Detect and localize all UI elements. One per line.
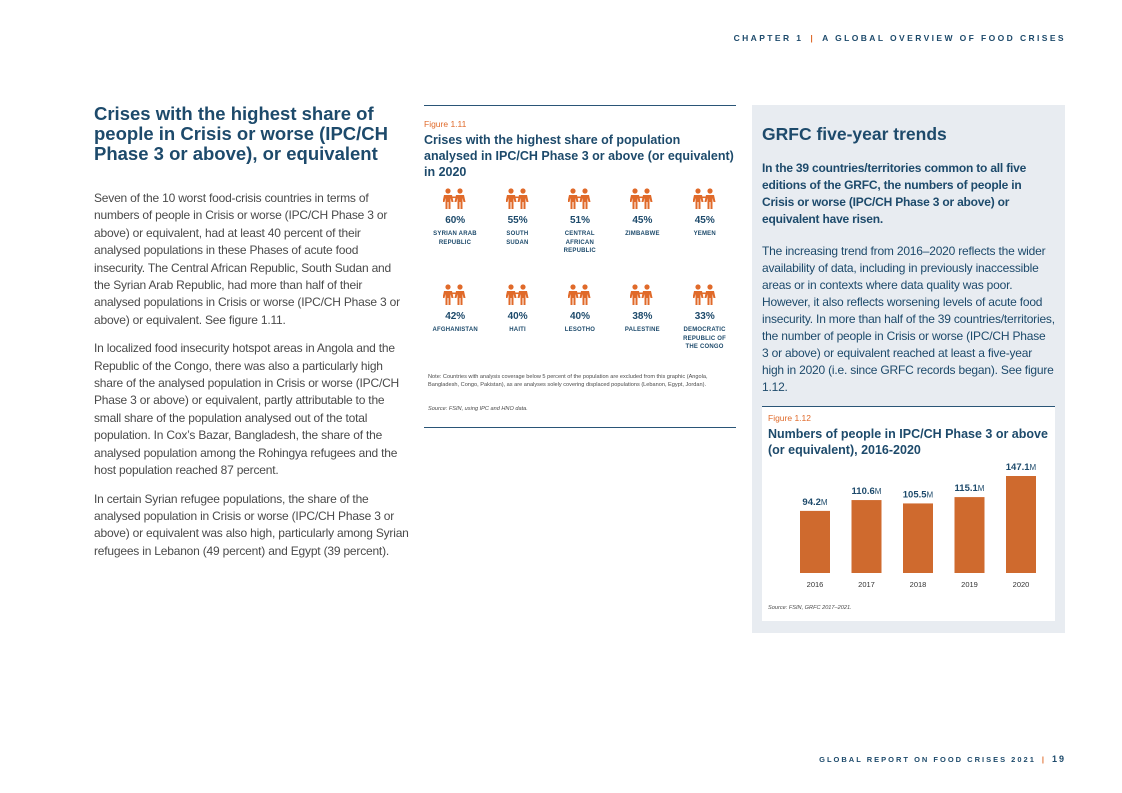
people-icon [443, 284, 467, 306]
people-icon [424, 284, 486, 306]
box-body: The increasing trend from 2016–2020 reflects the wider availability of data, including in previously inaccessible areas or in contexts where data quality was poor. However, it also reflects worsening levels of acute food insecurity. In more than half of the 39 countries/territories, the number of people in Crisis or worse (IPC/CH Phase 3 or above) or equivalent reached at least a five-year high in 2020 (i.e. since GRFC records began). See figure 1.12. [762, 244, 1055, 394]
stat-country: PALESTINE [624, 327, 660, 333]
stat-percent: 60% [445, 215, 466, 226]
stat-country: ZIMBABWE [625, 231, 660, 237]
stat-percent: 51% [569, 215, 590, 226]
paragraph-1: Seven of the 10 worst food-crisis countries in terms of numbers of people in Crisis or worse (IPC/CH Phase 3 or above) or equivalent, had at least 40 percent of their analysed populations in these Phases of acute food insecurity. The Central African Republic, South Sudan and the Syrian Arab Republic, had more than half of their analysed populations in Crisis or worse (IPC/CH Phase 3 or above) or equivalent. See figure 1.11. [94, 191, 400, 327]
stat-row-1 [424, 188, 736, 256]
page-footer [819, 754, 1066, 764]
stat-item [549, 188, 611, 256]
figure-source: Source: FSIN, GRFC 2017–2021. [768, 605, 852, 611]
people-icon [693, 188, 717, 210]
stat-percent: 38% [632, 311, 653, 322]
stat-percent: 40% [569, 311, 590, 322]
x-tick-label: 2020 [1012, 580, 1030, 589]
stat-country: SOUTH SUDAN [506, 231, 529, 246]
bar-2018 [903, 503, 933, 573]
chapter-title: A GLOBAL OVERVIEW OF FOOD CRISES [822, 33, 1066, 43]
people-icon [674, 188, 736, 210]
figure-note: Note: Countries with analysis coverage below 5 percent of the population are excluded from this graphic (Angola, Bangladesh, Congo, Pakistan), as are analyses solely covering displaced populations (Lebanon, Egypt, Jordan). [428, 374, 708, 388]
stat-country: AFGHANISTAN [432, 327, 478, 333]
people-icon [611, 284, 673, 306]
people-icon [506, 188, 530, 210]
stat-item [611, 284, 673, 352]
people-icon [693, 284, 717, 306]
stat-item [486, 188, 548, 256]
stat-item [674, 188, 736, 256]
x-tick-label: 2019 [961, 580, 978, 589]
stat-item [674, 284, 736, 352]
left-column [94, 104, 410, 571]
page-number: 19 [1051, 754, 1066, 764]
people-icon [611, 188, 673, 210]
people-icon [443, 188, 467, 210]
bar-value-label: 115.1M [954, 483, 985, 495]
bar-2020 [1006, 476, 1036, 573]
paragraph-2: In localized food insecurity hotspot areas in Angola and the Republic of the Congo, there was also a particularly high share of the analysed population in Crisis or worse (IPC/CH Phase 3 or above) or equivalent, partly attributable to the small share of the population analysed out of the total population. In Cox’s Bazar, Bangladesh, the share of the analysed population among the Rohingya refugees and the host population reached 87 percent. [94, 341, 400, 478]
people-icon [549, 188, 611, 210]
section-title: Crises with the highest share of people in Crisis or worse (IPC/CH Phase 3 or above), or equivalent [94, 103, 389, 164]
stat-country: CENTRAL AFRICAN REPUBLIC [563, 231, 596, 254]
stat-country: HAITI [509, 327, 526, 333]
stat-percent: 55% [507, 215, 528, 226]
stat-country: LESOTHO [564, 327, 596, 333]
bar-value-label: 105.5M [902, 489, 934, 501]
bar-2019 [955, 497, 985, 573]
people-icon [486, 188, 548, 210]
bar-value-label: 110.6M [851, 486, 882, 498]
page-header [734, 33, 1066, 43]
stat-item [424, 188, 486, 256]
bar-value-label: 147.1M [1005, 462, 1037, 473]
people-icon [674, 284, 736, 306]
stat-item [424, 284, 486, 352]
chapter-label: CHAPTER 1 [733, 33, 804, 43]
stat-country: YEMEN [693, 231, 716, 237]
stat-percent: 45% [632, 215, 653, 226]
stat-item [549, 284, 611, 352]
paragraph-3: In certain Syrian refugee populations, the share of the analysed population in Crisis or worse (IPC/CH Phase 3 or above) or equivalent was also high, particularly among Syrian refugees in Lebanon (49 percent) and Egypt (39 percent). [94, 491, 409, 558]
bar-2017 [852, 500, 882, 573]
x-tick-label: 2017 [858, 580, 875, 589]
figure-title: Crises with the highest share of population analysed in IPC/CH Phase 3 or above (or equivalent) in 2020 [424, 133, 734, 179]
people-icon [549, 284, 611, 306]
stat-country: DEMOCRATIC REPUBLIC OF THE CONGO [683, 327, 726, 350]
people-icon [486, 284, 548, 306]
figure-title: Numbers of people in IPC/CH Phase 3 or above (or equivalent), 2016-2020 [768, 427, 1048, 457]
people-icon [506, 284, 530, 306]
figure-label: Figure 1.11 [424, 119, 467, 129]
report-title: GLOBAL REPORT ON FOOD CRISES 2021 [819, 755, 1036, 764]
stat-percent: 45% [694, 215, 715, 226]
people-icon [630, 188, 654, 210]
stat-row-2 [424, 284, 736, 352]
figure-label: Figure 1.12 [768, 413, 811, 423]
stat-percent: 33% [694, 311, 715, 322]
people-icon [568, 284, 592, 306]
stat-percent: 42% [445, 311, 466, 322]
stat-percent: 40% [507, 311, 528, 322]
people-icon [630, 284, 654, 306]
stat-country: SYRIAN ARAB REPUBLIC [433, 231, 477, 246]
x-tick-label: 2018 [909, 580, 927, 589]
box-title: GRFC five-year trends [762, 124, 947, 144]
people-icon [568, 188, 592, 210]
figure-1-12 [762, 406, 1055, 621]
people-icon [424, 188, 486, 210]
footer-separator: | [1041, 755, 1046, 764]
stat-item [611, 188, 673, 256]
bar-2016 [800, 511, 830, 573]
figure-source: Source: FSIN, using IPC and HNO data. [428, 406, 528, 412]
box-lead: In the 39 countries/territories common to all five editions of the GRFC, the numbers of people in Crisis or worse (IPC/CH Phase 3 or above) or equivalent have risen. [762, 161, 1027, 226]
trends-box [752, 105, 1065, 633]
header-separator: | [810, 33, 816, 43]
stat-item [486, 284, 548, 352]
bar-value-label: 94.2M [802, 496, 828, 508]
figure-1-11 [424, 105, 736, 428]
x-tick-label: 2016 [806, 580, 824, 589]
